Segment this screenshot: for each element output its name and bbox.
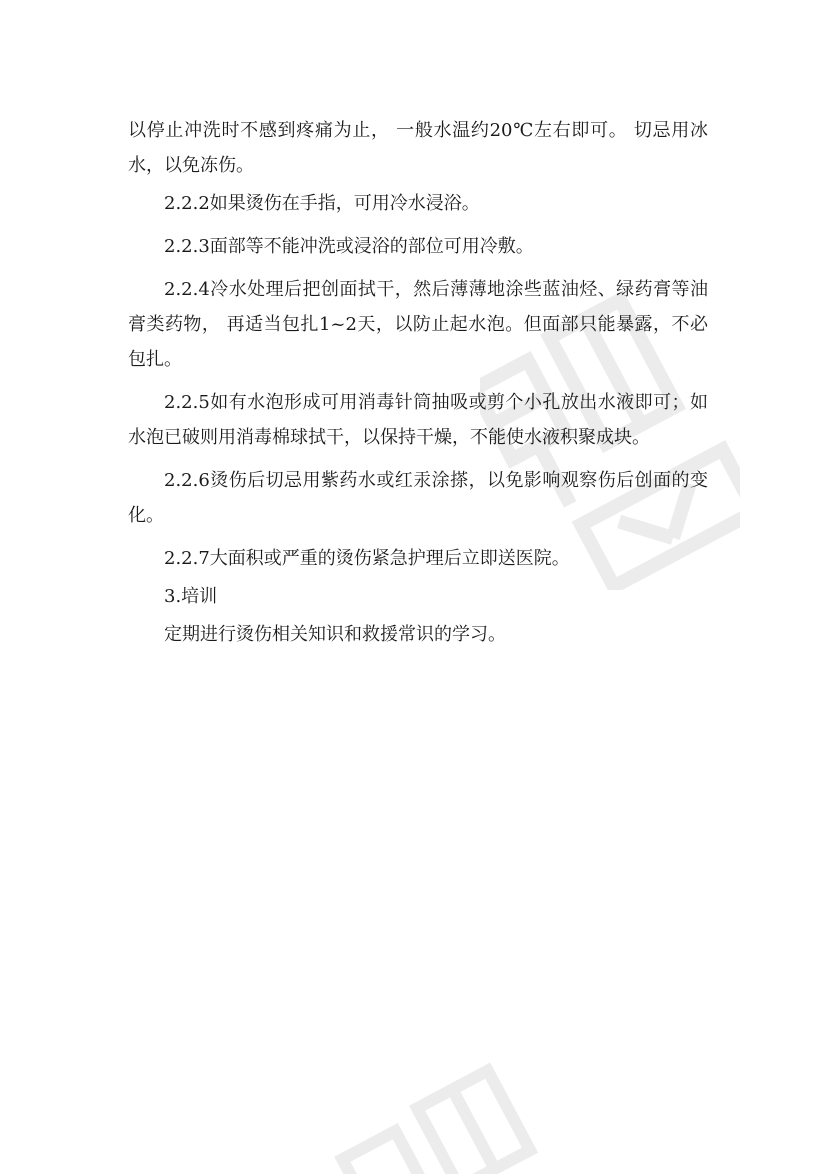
paragraph-2-2-3: 2.2.3面部等不能冲洗或浸浴的部位可用冷敷。 bbox=[164, 236, 534, 257]
paragraph-2-2-2: 2.2.2如果烫伤在手指，可用冷水浸浴。 bbox=[164, 193, 480, 214]
paragraph-training: 定期进行烫伤相关知识和救援常识的学习。 bbox=[164, 624, 506, 645]
section-heading-training: 3.培训 bbox=[164, 586, 218, 607]
paragraph-2-2-7: 2.2.7大面积或严重的烫伤紧急护理后立即送医院。 bbox=[164, 548, 570, 569]
paragraph-2-2-6: 2.2.6烫伤后切忌用紫药水或红汞涂搽，以免影响观察伤后创面的变化。 bbox=[128, 470, 708, 526]
paragraph-2-2-5: 2.2.5如有水泡形成可用消毒针筒抽吸或剪个小孔放出水液即可；如水泡已破则用消毒棉球拭干，以保持干燥，不能使水液积聚成块。 bbox=[128, 392, 708, 448]
watermark-bottom bbox=[330, 1030, 560, 1174]
paragraph-continuation: 以停止冲洗时不感到疼痛为止， 一般水温约20℃左右即可。 切忌用冰水，以免冻伤。 bbox=[128, 120, 708, 176]
paragraph-2-2-4: 2.2.4冷水处理后把创面拭干，然后薄薄地涂些蓝油烃、绿药膏等油膏类药物， 再适当包扎1~2天，以防止起水泡。但面部只能暴露，不必包扎。 bbox=[128, 279, 708, 370]
document-body bbox=[128, 113, 708, 652]
